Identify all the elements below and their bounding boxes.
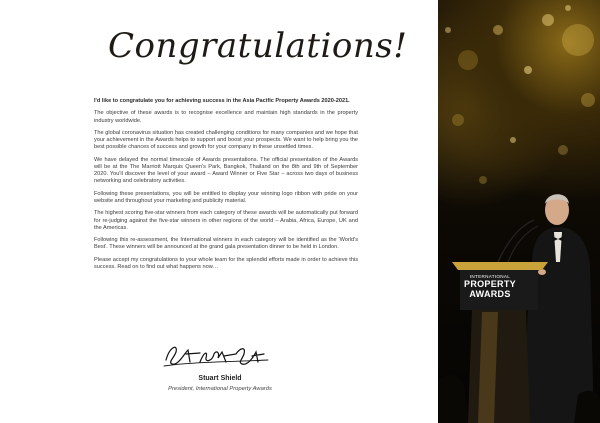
podium-logo-line3: AWARDS: [469, 289, 511, 299]
award-presenter-photo: [438, 0, 600, 423]
letter-paragraph: Please accept my congratulations to your whole team for the splendid efforts made in order to achieve this success. Read on to find out what happens now…: [94, 256, 358, 270]
podium-logo-line2: PROPERTY: [464, 279, 516, 289]
letter-paragraph: I'd like to congratulate you for achieving success in the Asia Pacific Property Awards 2020-2021.: [94, 98, 350, 104]
letter-paragraph: The objective of these awards is to recognise excellence and maintain high standards in the property industry worldwide.: [94, 110, 358, 124]
letter-paragraph: Following these presentations, you will be entitled to display your winning logo ribbon with pride on your website and throughout your marketing and publicity material.: [94, 190, 358, 204]
signer-name: Stuart Shield: [198, 375, 242, 382]
podium-logo: [462, 274, 518, 299]
letter-paragraph: The highest scoring five-star winners from each category of these awards will be automatically put forward for re-judging against the five-star winners in other regions of the world – Arabia, Africa, Europe, UK and the Americas.: [94, 210, 358, 231]
photo-illustration: [438, 0, 600, 423]
letter-body: [94, 98, 358, 276]
letter-paragraph: Following this re-assessment, the International winners in each category will be identified as the 'World's Best'. These winners will be announced at the grand gala presentation dinner to be held in London.: [94, 237, 358, 251]
page-title: Congratulations!: [108, 26, 408, 66]
handwritten-signature: [160, 340, 270, 368]
podium-logo-line1: INTERNATIONAL: [469, 274, 511, 279]
letter-paragraph: The global coronavirus situation has created challenging conditions for many companies and we hope that your achievement in the Awards helps to support and boost your prospects. We want to help bring you the best possible chances of success and growth for your company in these unsettled times.: [94, 129, 358, 151]
signer-title: President, International Property Awards: [168, 386, 272, 392]
letter-paragraph: We have delayed the normal timescale of Awards presentations. The official presentation of the Awards will be at the The Marriott Marquis Queen's Park, Bangkok, Thailand on the 8th and 9th of September 2020. You'll discover the level of your award – Award Winner or Five Star – across two days of business networking and celebratory activities.: [94, 156, 358, 185]
